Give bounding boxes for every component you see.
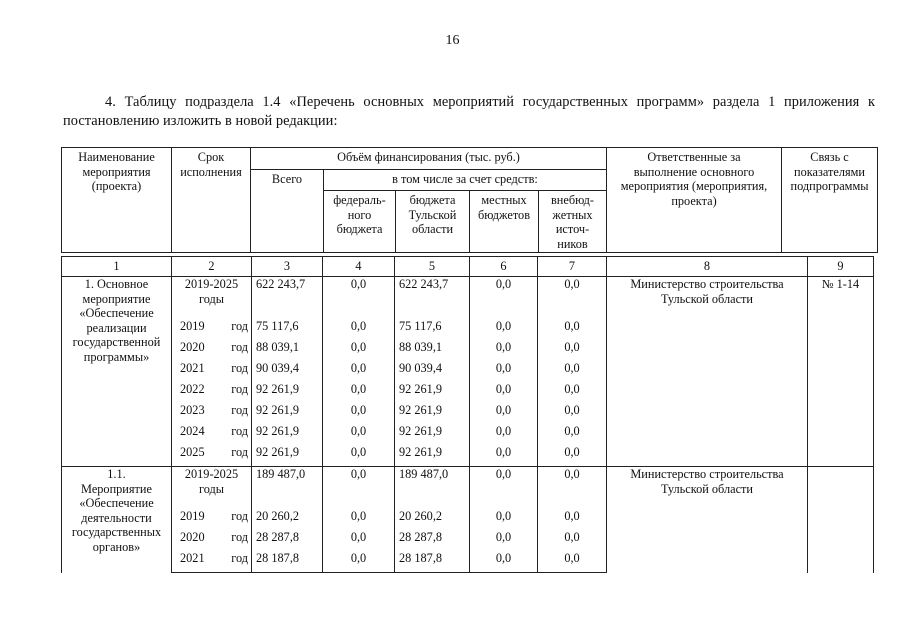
responsible-cell: Министерство строительства Тульской области	[607, 277, 808, 467]
header-term: Срок исполнения	[172, 148, 251, 253]
header-responsible: Ответственные за выполнение основного мероприятия (мероприятия, проекта)	[607, 148, 782, 253]
table-row: 2019 год 20 260,2 0,0 20 260,2 0,0 0,0	[62, 509, 874, 530]
header-offbudget: внебюд- жетных источ- ников	[539, 191, 607, 253]
table-row: 2021 год 28 187,8 0,0 28 187,8 0,0 0,0	[62, 551, 874, 573]
page-number: 16	[445, 33, 460, 48]
header-regional: бюджета Тульской области	[396, 191, 470, 253]
table-row: 2020 год 28 287,8 0,0 28 287,8 0,0 0,0	[62, 530, 874, 551]
header-link: Связь с показателями подпрограммы	[782, 148, 878, 253]
table-row: 2025 год 92 261,9 0,0 92 261,9 0,0 0,0	[62, 445, 874, 467]
measure-name: 1.1. Мероприятие «Обеспечение деятельности государственных органов»	[62, 467, 172, 573]
intro-paragraph: 4. Таблицу подраздела 1.4 «Перечень основных мероприятий государственных программ» раздела 1 приложения к постановлению изложить в новой редакции:	[63, 94, 875, 129]
table-row: 1.1. Мероприятие «Обеспечение деятельности государственных органов» 2019-2025 годы 189 487,0 0,0 189 487,0 0,0 0,0 Министерство строительства Тульской области	[62, 467, 874, 510]
measure-name: 1. Основное мероприятие «Обеспечение реализации государственной программы»	[62, 277, 172, 467]
header-federal: федераль- ного бюджета	[324, 191, 396, 253]
header-name: Наименование мероприятия (проекта)	[62, 148, 172, 253]
link-cell: № 1-14	[808, 277, 874, 467]
column-number-row: 1 2 3 4 5 6 7 8 9	[62, 257, 874, 277]
table-row: 2022 год 92 261,9 0,0 92 261,9 0,0 0,0	[62, 382, 874, 403]
table-header	[61, 147, 878, 253]
header-including: в том числе за счет средств:	[324, 170, 607, 191]
header-financing: Объём финансирования (тыс. руб.)	[251, 148, 607, 170]
table-row: 2021 год 90 039,4 0,0 90 039,4 0,0 0,0	[62, 361, 874, 382]
table-body	[61, 256, 874, 573]
table-row: 2020 год 88 039,1 0,0 88 039,1 0,0 0,0	[62, 340, 874, 361]
table-row: 1. Основное мероприятие «Обеспечение реализации государственной программы» 2019-2025 годы 622 243,7 0,0 622 243,7 0,0 0,0 Министерство строительства Тульской области № 1-14	[62, 277, 874, 320]
link-cell	[808, 467, 874, 573]
header-total: Всего	[251, 170, 324, 253]
table-row: 2019 год 75 117,6 0,0 75 117,6 0,0 0,0	[62, 319, 874, 340]
responsible-cell: Министерство строительства Тульской области	[607, 467, 808, 573]
table-row: 2024 год 92 261,9 0,0 92 261,9 0,0 0,0	[62, 424, 874, 445]
header-local: местных бюджетов	[470, 191, 539, 253]
table-row: 2023 год 92 261,9 0,0 92 261,9 0,0 0,0	[62, 403, 874, 424]
